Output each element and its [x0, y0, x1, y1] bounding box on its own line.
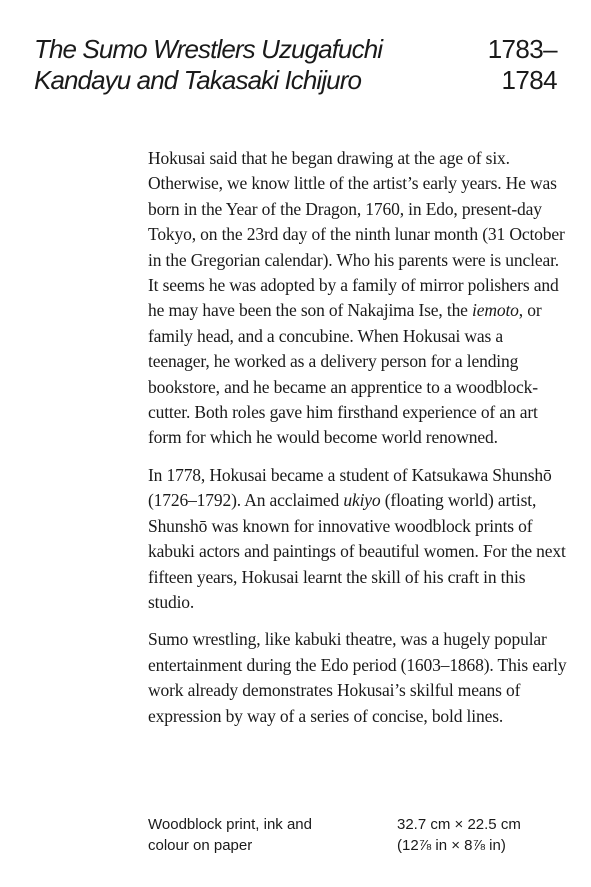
paragraph-1-part-2: , or family head, and a concubine. When Hokusai was a teenager, he worked as a delivery person for a lending bookstore, and he became an apprentice to a woodblock-cutter. Both roles gave him firsthand experience of an art form for which he would become world renowned. — [148, 300, 542, 448]
title-line-2: Kandayu and Takasaki Ichijuro — [34, 65, 362, 95]
paragraph-3: Sumo wrestling, like kabuki theatre, was a hugely popular entertainment during the Edo period (1603–1868). This early work already demonstrates Hokusai’s skilful means of expression by way of a series of concise, bold lines. — [148, 629, 567, 726]
description — [148, 146, 568, 741]
medium-line-2: colour on paper — [148, 837, 253, 854]
term-ukiyo: ukiyo — [343, 490, 381, 511]
header — [34, 34, 557, 96]
date-line-2: 1784 — [501, 65, 557, 95]
paragraph-2-part-1: In 1778, Hokusai became a student of Katsukawa Shunshō (1726–1792). An acclaimed — [148, 464, 552, 511]
paragraph-2 — [148, 463, 568, 615]
title-line-1: The Sumo Wrestlers Uzugafuchi — [34, 34, 383, 64]
dimensions — [397, 814, 557, 856]
artwork-dates — [467, 34, 557, 96]
medium-line-1: Woodblock print, ink and — [148, 816, 312, 833]
caption-footer — [148, 814, 557, 856]
dimensions-line-1: 32.7 cm × 22.5 cm — [397, 816, 521, 833]
dimensions-line-2: (12⅞ in × 8⅞ in) — [397, 837, 506, 854]
paragraph-1 — [148, 146, 568, 451]
paragraph-1-part-1: Hokusai said that he began drawing at the age of six. Otherwise, we know little of the artist’s early years. He was born in the Year of the Dragon, 1760, in Edo, present-day Tokyo, on the 23rd day of the ninth lunar month (31 October in the Gregorian calendar). Who his parents were is unclear. It seems he was adopted by a family of mirror polishers and he may have been the son of Nakajima Ise, the — [148, 148, 565, 321]
paragraph-2-part-2: (floating world) artist, Shunshō was known for innovative woodblock prints of kabuki actors and paintings of beautiful women. For the next fifteen years, Hokusai learnt the skill of his craft in this studio. — [148, 490, 566, 612]
date-line-1: 1783– — [487, 34, 557, 64]
term-iemoto: iemoto — [472, 300, 519, 321]
artwork-title — [34, 34, 454, 96]
medium — [148, 814, 368, 856]
